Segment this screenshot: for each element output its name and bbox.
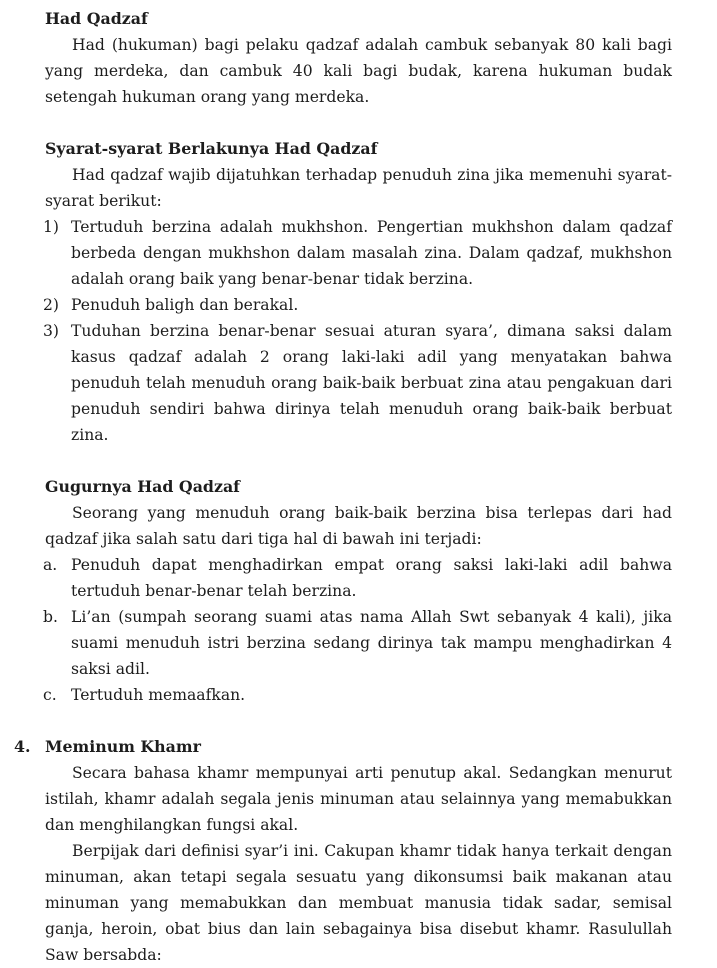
list-item-text: Tertuduh berzina adalah mukhshon. Pengertian mukhshon dalam qadzaf berbeda dengan mukhshon dalam masalah zina. Dalam qadzaf, mukhshon adalah orang baik yang benar-benar tidak berzina. [71,218,672,288]
list-item [45,552,672,604]
paragraph-khamr-definition: Secara bahasa khamr mempunyai arti penutup akal. Sedangkan menurut istilah, khamr adalah segala jenis minuman atau selainnya yang memabukkan dan menghilangkan fungsi akal. [45,764,672,834]
list-item [45,604,672,682]
list-marker: a. [43,556,58,574]
list-item-text: Tertuduh memaafkan. [71,686,246,704]
section-number: 4. [14,737,31,756]
section-meminum-khamr [0,734,717,968]
section-had-qadzaf [0,6,717,110]
list-item [45,318,672,448]
list-marker: b. [43,608,58,626]
gugurnya-list [45,552,672,708]
paragraph-syarat: Had qadzaf wajib dijatuhkan terhadap penuduh zina jika memenuhi syarat-syarat berikut: [45,166,672,210]
list-item-text: Penuduh baligh dan berakal. [71,296,299,314]
paragraph-gugurnya: Seorang yang menuduh orang baik-baik berzina bisa terlepas dari had qadzaf jika salah satu dari tiga hal di bawah ini terjadi: [45,504,672,548]
document-page [0,6,717,968]
list-marker: 3) [43,322,60,340]
syarat-list [45,214,672,448]
list-marker: 1) [43,218,60,236]
list-item [45,682,672,708]
list-item [45,292,672,318]
heading-had-qadzaf: Had Qadzaf [45,9,148,28]
heading-meminum-khamr [14,734,672,760]
heading-syarat: Syarat-syarat Berlakunya Had Qadzaf [45,139,378,158]
list-marker: c. [43,686,57,704]
list-item-text: Li’an (sumpah seorang suami atas nama Allah Swt sebanyak 4 kali), jika suami menuduh istri berzina sedang dirinya tak mampu menghadirkan 4 saksi adil. [71,608,672,678]
heading-text: Meminum Khamr [45,737,201,756]
list-item [45,214,672,292]
paragraph-had-qadzaf: Had (hukuman) bagi pelaku qadzaf adalah cambuk sebanyak 80 kali bagi yang merdeka, dan cambuk 40 kali bagi budak, karena hukuman budak setengah hukuman orang yang merdeka. [45,36,672,106]
section-gugurnya [0,474,717,708]
paragraph-khamr-scope: Berpijak dari definisi syar’i ini. Cakupan khamr tidak hanya terkait dengan minuman, akan tetapi segala sesuatu yang dikonsumsi baik makanan atau minuman yang memabukkan dan membuat manusia tidak sadar, semisal ganja, heroin, obat bius dan lain sebagainya bisa disebut khamr. Rasulullah Saw bersabda: [45,842,672,964]
heading-gugurnya: Gugurnya Had Qadzaf [45,477,240,496]
list-item-text: Tuduhan berzina benar-benar sesuai aturan syara’, dimana saksi dalam kasus qadzaf adalah 2 orang laki-laki adil yang menyatakan bahwa penuduh telah menuduh orang baik-baik berbuat zina atau pengakuan dari penuduh sendiri bahwa dirinya telah menuduh orang baik-baik berbuat zina. [71,322,672,444]
list-item-text: Penuduh dapat menghadirkan empat orang saksi laki-laki adil bahwa tertuduh benar-benar telah berzina. [71,556,672,600]
section-syarat [0,136,717,448]
list-marker: 2) [43,296,60,314]
